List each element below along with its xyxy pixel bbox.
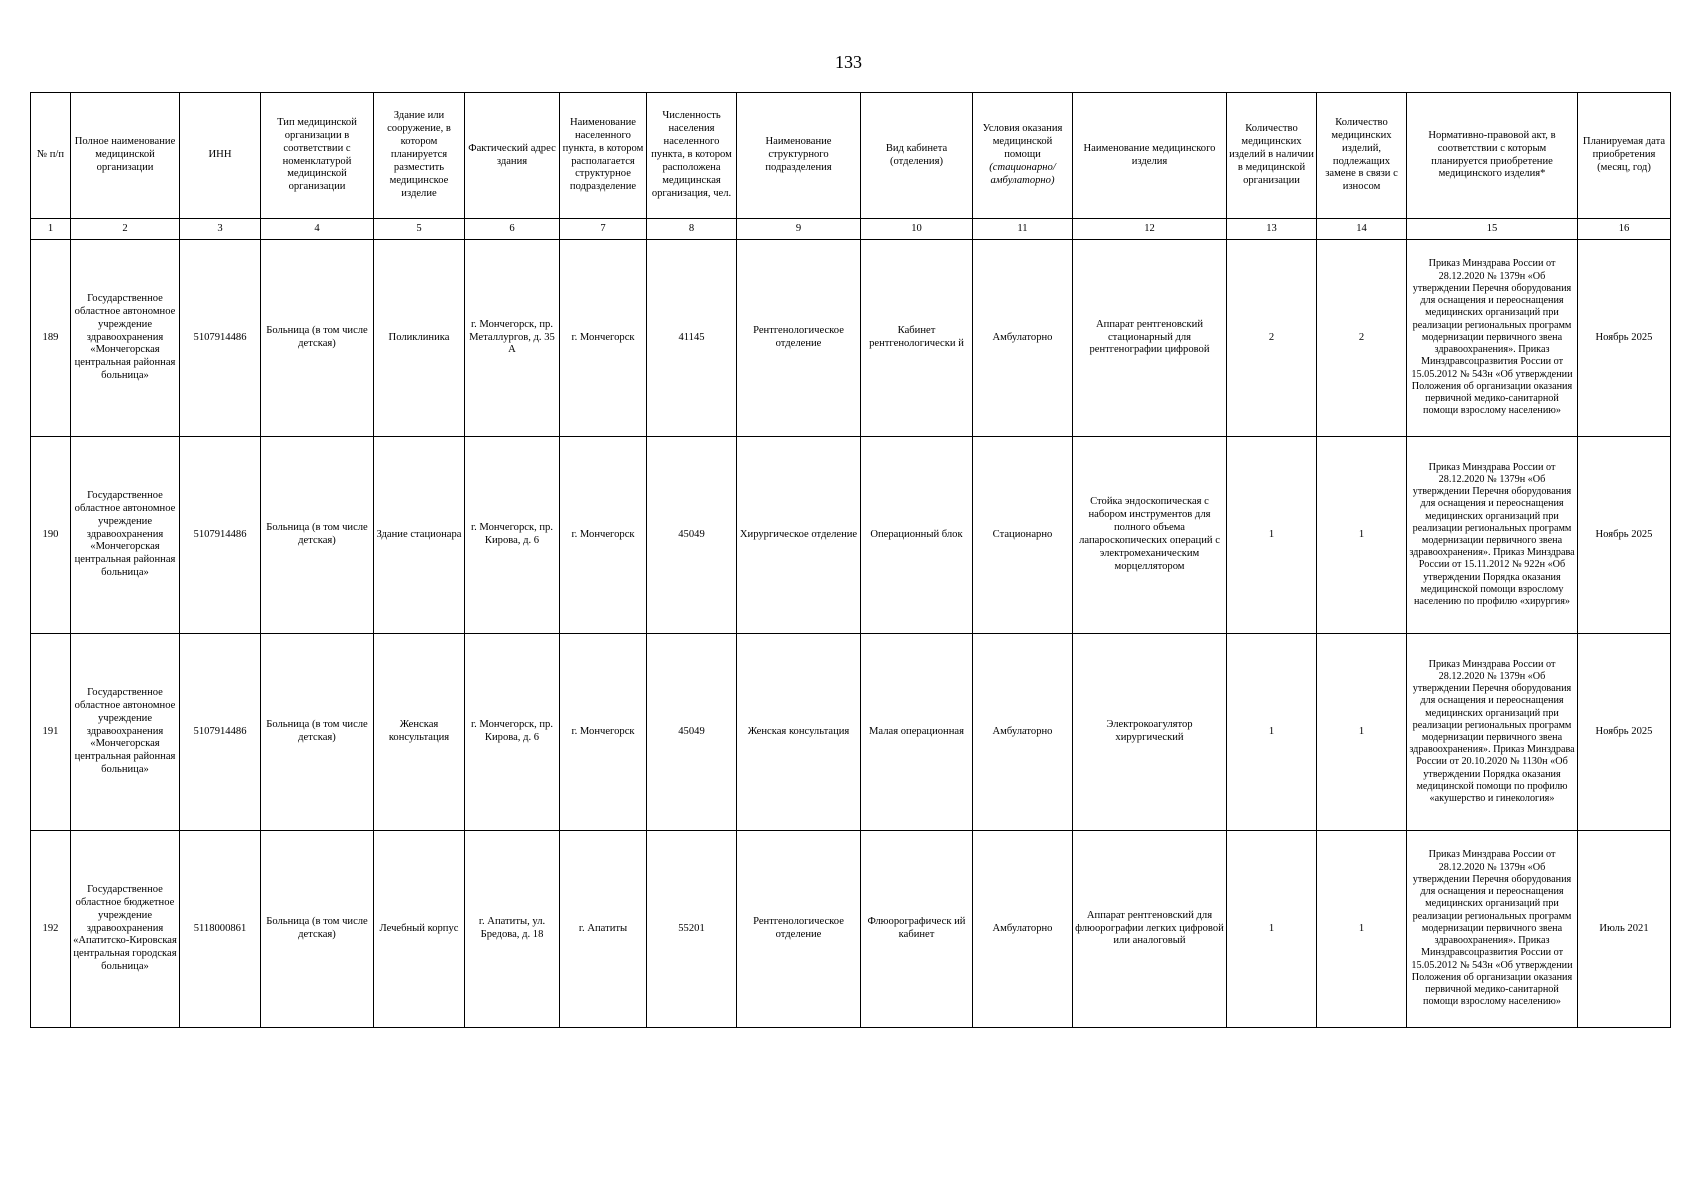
cell-qty-replace: 1 [1317,831,1407,1028]
column-number: 8 [647,219,737,240]
cell-org: Государственное областное бюджетное учреждение здравоохранения «Апатитско-Кировская центральная городская больница» [71,831,180,1028]
cell-device: Аппарат рентгеновский стационарный для рентгенографии цифровой [1073,240,1227,437]
cell-conditions: Амбулаторно [973,240,1073,437]
cell-date: Ноябрь 2025 [1578,240,1671,437]
cell-building: Поликлиника [374,240,465,437]
cell-qty-replace: 1 [1317,437,1407,634]
column-number: 9 [737,219,861,240]
cell-num: 190 [31,437,71,634]
cell-population: 45049 [647,634,737,831]
cell-conditions: Амбулаторно [973,831,1073,1028]
column-number: 13 [1227,219,1317,240]
header-cell: Здание или сооружение, в котором планируется разместить медицинское изделие [374,93,465,219]
cell-population: 41145 [647,240,737,437]
table-row [31,437,1671,634]
page-number: 133 [835,52,862,72]
cell-device: Стойка эндоскопическая с набором инструментов для полного объема лапароскопических операций с электромеханическим морцеллятором [1073,437,1227,634]
column-number: 14 [1317,219,1407,240]
header-cell: Численность населения населенного пункта, в котором расположена медицинская организация, чел. [647,93,737,219]
column-number: 7 [560,219,647,240]
cell-legal-act: Приказ Минздрава России от 28.12.2020 № 1379н «Об утверждении Перечня оборудования для оснащения и переоснащения медицинских организаций при реализации региональных программ модернизации первичного звена здравоохранения». Приказ Минздравсоцразвития России от 15.05.2012 № 543н «Об утверждении Положения об организации оказания первичной медико-санитарной помощи взрослому населению» [1407,240,1578,437]
cell-locality: г. Мончегорск [560,437,647,634]
header-cell: № п/п [31,93,71,219]
cell-qty-available: 2 [1227,240,1317,437]
header-conditions-note: (стационарно/ амбулаторно) [989,161,1056,186]
header-cell: ИНН [180,93,261,219]
cell-qty-replace: 1 [1317,634,1407,831]
header-cell: Наименование структурного подразделения [737,93,861,219]
header-cell: Нормативно-правовой акт, в соответствии с которым планируется приобретение медицинского изделия* [1407,93,1578,219]
cell-legal-act: Приказ Минздрава России от 28.12.2020 № 1379н «Об утверждении Перечня оборудования для оснащения и переоснащения медицинских организаций при реализации региональных программ модернизации первичного звена здравоохранения». Приказ Минздрава России от 20.10.2020 № 1130н «Об утверждении Порядка оказания медицинской помощи по профилю «акушерство и гинекология» [1407,634,1578,831]
cell-locality: г. Мончегорск [560,634,647,831]
cell-legal-act: Приказ Минздрава России от 28.12.2020 № 1379н «Об утверждении Перечня оборудования для оснащения и переоснащения медицинских организаций при реализации региональных программ модернизации первичного звена здравоохранения». Приказ Минздрава России от 15.11.2012 № 922н «Об утверждении Порядка оказания медицинской помощи взрослому населению по профилю «хирургия» [1407,437,1578,634]
cell-cabinet: Флюорографическ ий кабинет [861,831,973,1028]
cell-inn: 5107914486 [180,240,261,437]
cell-building: Женская консультация [374,634,465,831]
cell-locality: г. Апатиты [560,831,647,1028]
cell-inn: 5107914486 [180,634,261,831]
cell-num: 191 [31,634,71,831]
cell-org: Государственное областное автономное учреждение здравоохранения «Мончегорская центральная районная больница» [71,634,180,831]
cell-num: 189 [31,240,71,437]
cell-building: Здание стационара [374,437,465,634]
cell-qty-available: 1 [1227,437,1317,634]
cell-cabinet: Кабинет рентгенологически й [861,240,973,437]
cell-qty-available: 1 [1227,634,1317,831]
column-number: 5 [374,219,465,240]
cell-division: Хирургическое отделение [737,437,861,634]
equipment-registry-table [30,92,1671,1028]
header-cell: Тип медицинской организации в соответствии с номенклатурой медицинской организации [261,93,374,219]
header-row [31,93,1671,219]
cell-locality: г. Мончегорск [560,240,647,437]
cell-cabinet: Малая операционная [861,634,973,831]
header-conditions-label: Условия оказания медицинской помощи [982,123,1063,161]
column-number: 2 [71,219,180,240]
cell-date: Ноябрь 2025 [1578,437,1671,634]
cell-address: г. Мончегорск, пр. Металлургов, д. 35 А [465,240,560,437]
cell-division: Женская консультация [737,634,861,831]
cell-legal-act: Приказ Минздрава России от 28.12.2020 № 1379н «Об утверждении Перечня оборудования для оснащения и переоснащения медицинских организаций при реализации региональных программ модернизации первичного звена здравоохранения». Приказ Минздравсоцразвития России от 15.05.2012 № 543н «Об утверждении Положения об организации оказания первичной медико-санитарной помощи взрослому населению» [1407,831,1578,1028]
cell-qty-replace: 2 [1317,240,1407,437]
column-number: 11 [973,219,1073,240]
column-number: 16 [1578,219,1671,240]
cell-building: Лечебный корпус [374,831,465,1028]
cell-division: Рентгенологическое отделение [737,240,861,437]
cell-qty-available: 1 [1227,831,1317,1028]
column-number: 3 [180,219,261,240]
cell-division: Рентгенологическое отделение [737,831,861,1028]
cell-device: Аппарат рентгеновский для флюорографии легких цифровой или аналоговый [1073,831,1227,1028]
cell-device: Электрокоагулятор хирургический [1073,634,1227,831]
cell-date: Ноябрь 2025 [1578,634,1671,831]
cell-address: г. Апатиты, ул. Бредова, д. 18 [465,831,560,1028]
header-cell [973,93,1073,219]
cell-inn: 5107914486 [180,437,261,634]
header-cell: Полное наименование медицинской организации [71,93,180,219]
header-cell: Вид кабинета (отделения) [861,93,973,219]
cell-population: 45049 [647,437,737,634]
column-number: 12 [1073,219,1227,240]
header-cell: Наименование медицинского изделия [1073,93,1227,219]
cell-org-type: Больница (в том числе детская) [261,831,374,1028]
cell-population: 55201 [647,831,737,1028]
header-cell: Количество медицинских изделий в наличии в медицинской организации [1227,93,1317,219]
header-cell: Планируемая дата приобретения (месяц, год) [1578,93,1671,219]
column-number: 1 [31,219,71,240]
cell-date: Июль 2021 [1578,831,1671,1028]
cell-org: Государственное областное автономное учреждение здравоохранения «Мончегорская центральная районная больница» [71,240,180,437]
header-cell: Фактический адрес здания [465,93,560,219]
cell-address: г. Мончегорск, пр. Кирова, д. 6 [465,634,560,831]
column-number: 15 [1407,219,1578,240]
header-cell: Количество медицинских изделий, подлежащих замене в связи с износом [1317,93,1407,219]
header-cell: Наименование населенного пункта, в котором располагается структурное подразделение [560,93,647,219]
cell-org-type: Больница (в том числе детская) [261,240,374,437]
column-number: 10 [861,219,973,240]
cell-conditions: Амбулаторно [973,634,1073,831]
cell-conditions: Стационарно [973,437,1073,634]
cell-org-type: Больница (в том числе детская) [261,437,374,634]
cell-cabinet: Операционный блок [861,437,973,634]
table-row [31,240,1671,437]
cell-inn: 5118000861 [180,831,261,1028]
column-number: 6 [465,219,560,240]
table-row [31,634,1671,831]
cell-num: 192 [31,831,71,1028]
cell-org-type: Больница (в том числе детская) [261,634,374,831]
table-row [31,831,1671,1028]
column-number-row [31,219,1671,240]
cell-address: г. Мончегорск, пр. Кирова, д. 6 [465,437,560,634]
column-number: 4 [261,219,374,240]
cell-org: Государственное областное автономное учреждение здравоохранения «Мончегорская центральная районная больница» [71,437,180,634]
